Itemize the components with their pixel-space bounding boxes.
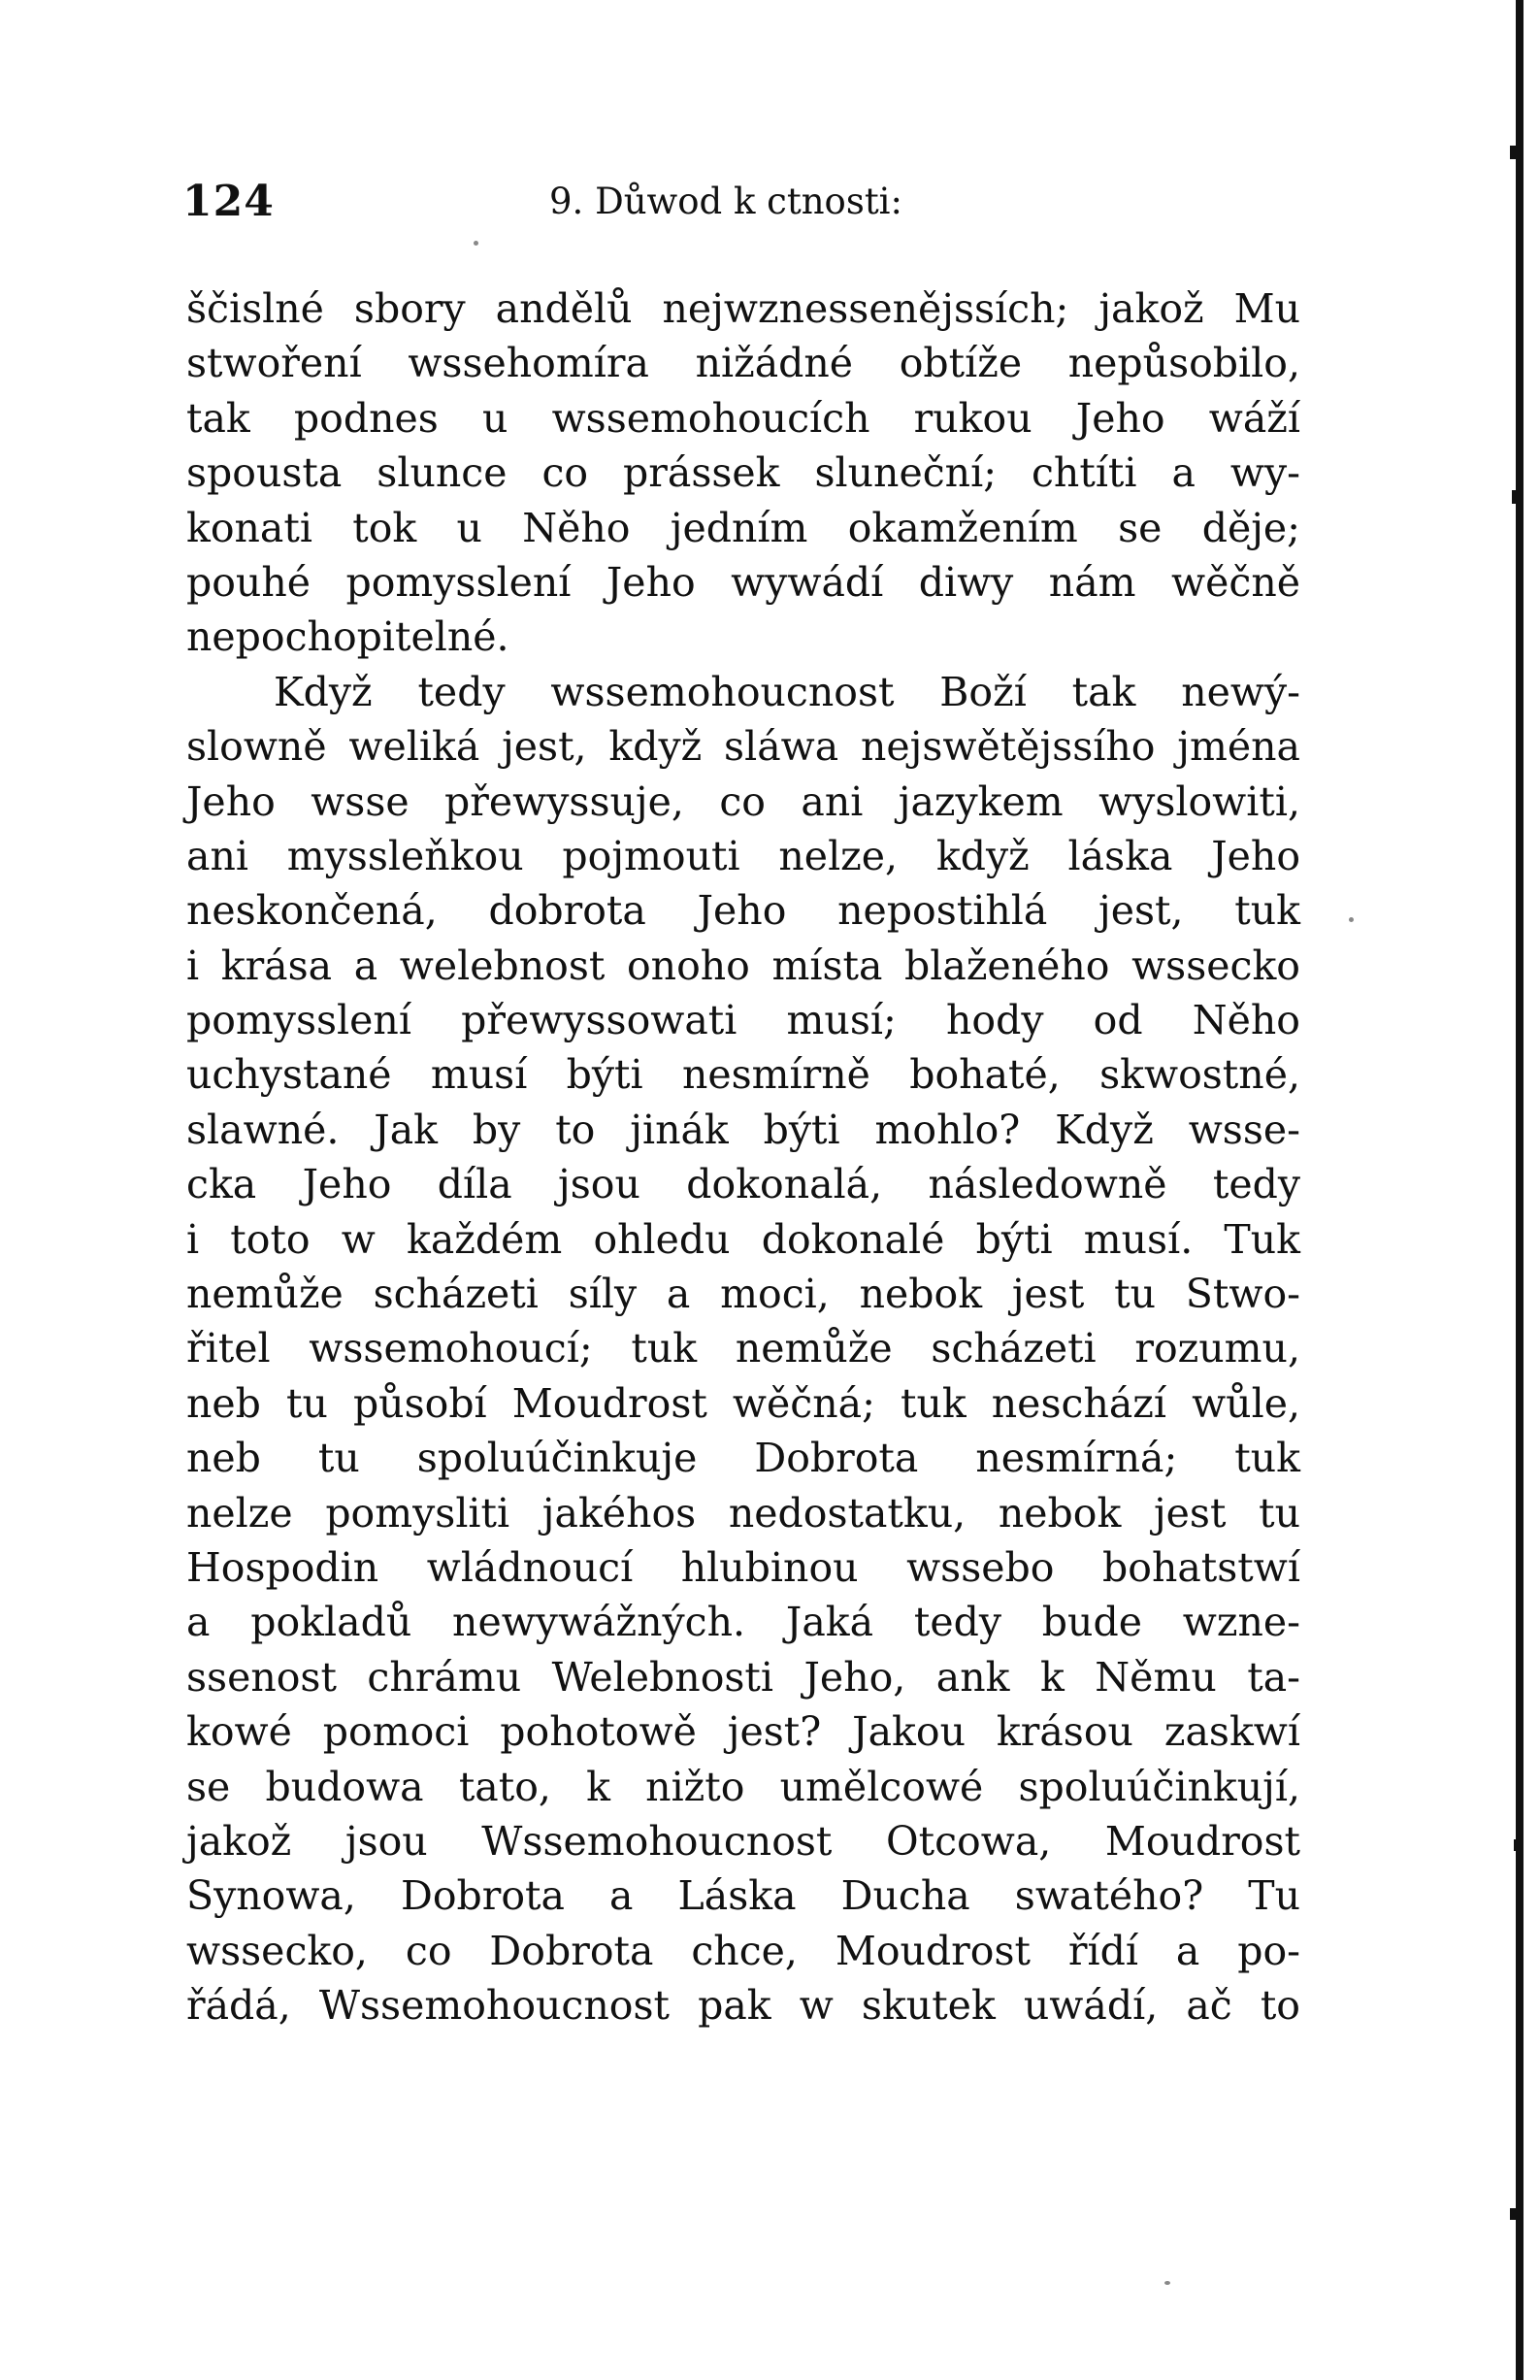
text-line: neb tu působí Moudrost wěčná; tuk neschází wůle, [186,1379,1300,1427]
text-line: Když tedy wssemohoucnost Boží tak newý- [274,668,1300,715]
text-line: řitel wssemohoucí; tuk nemůže scházeti rozumu, [186,1325,1300,1372]
paragraph-2 [186,665,1300,2033]
page-edge-border [1516,0,1524,2380]
edge-mark [1512,490,1524,504]
text-line: ssenost chrámu Welebnosti Jeho, ank k Němu ta- [186,1653,1300,1701]
text-line: neb tu spoluúčinkuje Dobrota nesmírná; tuk [186,1435,1300,1482]
text-line: Jeho wsse přewyssuje, co ani jazykem wyslowiti, [186,777,1300,825]
text-line: tak podnes u wssemohoucích rukou Jeho wáží [186,394,1300,442]
text-line: se budowa tato, k nižto umělcowé spoluúčinkují, [186,1763,1300,1810]
text-line: ani myssleňkou pojmouti nelze, když láska Jeho [186,832,1300,879]
edge-mark [1510,146,1524,159]
text-line: konati tok u Něho jedním okamžením se děje; [186,504,1300,551]
text-line: wsseckо, co Dobrota chce, Moudrost řídí a po- [186,1927,1300,1974]
text-line: nelze pomysliti jakéhos nedostatku, nebok jest tu [186,1489,1300,1537]
text-line: neskončená, dobrota Jeho nepostihlá jest, tuk [186,887,1300,935]
text-line: cka Jeho díla jsou dokonalá, následowně tedy [186,1161,1300,1208]
text-line: i toto w každém ohledu dokonalé býti musí. Tuk [186,1215,1300,1263]
edge-mark [1510,2208,1524,2220]
paper-speck [474,241,478,246]
text-line: Hospodin wládnoucí hlubinou wssebo bohatstwí [186,1543,1300,1591]
body-text [186,281,1300,2033]
running-head: 9. Důwod k ctnosti: [549,181,902,222]
text-line: spousta slunce co prássek sluneční; chtíti a wy- [186,449,1300,497]
text-line: slowně weliká jest, když sláwa nejswětějssího jména [186,723,1300,771]
text-line: a pokladů newywážných. Jaká tedy bude wzne- [186,1599,1300,1646]
paper-speck [1349,917,1354,922]
page-header [182,177,1289,235]
paragraph-1 [186,281,1300,665]
text-line: slawné. Jak by to jinák býti mohlo? Když wsse- [186,1106,1300,1153]
text-line: kowé pomoci pohotowě jest? Jakou krásou zaskwí [186,1708,1300,1756]
text-line: nepochopitelné. [186,613,509,661]
edge-mark [1514,1839,1524,1851]
text-line: i krása a welebnost onoho místa blaženého wsseckо [186,942,1300,989]
page-number: 124 [182,177,275,226]
paper-speck [1164,2281,1170,2285]
text-line: stwoření wssehomíra nižádné obtíže nepůsobilo, [186,340,1300,387]
text-line: nemůže scházeti síly a moci, nebok jest tu Stwo- [186,1271,1300,1318]
text-line: Synowa, Dobrota a Láska Ducha swatého? Tu [186,1872,1300,1920]
text-line: jakož jsou Wssemohoucnost Otcowa, Moudrost [186,1817,1300,1865]
text-line: pouhé pomysslení Jeho wywádí diwy nám wěčně [186,558,1300,606]
text-line: pomysslení přewyssowati musí; hody od Něho [186,997,1300,1044]
text-line: uchystané musí býti nesmírně bohaté, skwostné, [186,1051,1300,1099]
text-line: řádá, Wssemohoucnost pak w skutek uwádí, ač to [186,1982,1300,2030]
text-line: ščislné sbory andělů nejwznessenějssích; jakož Mu [186,285,1300,332]
